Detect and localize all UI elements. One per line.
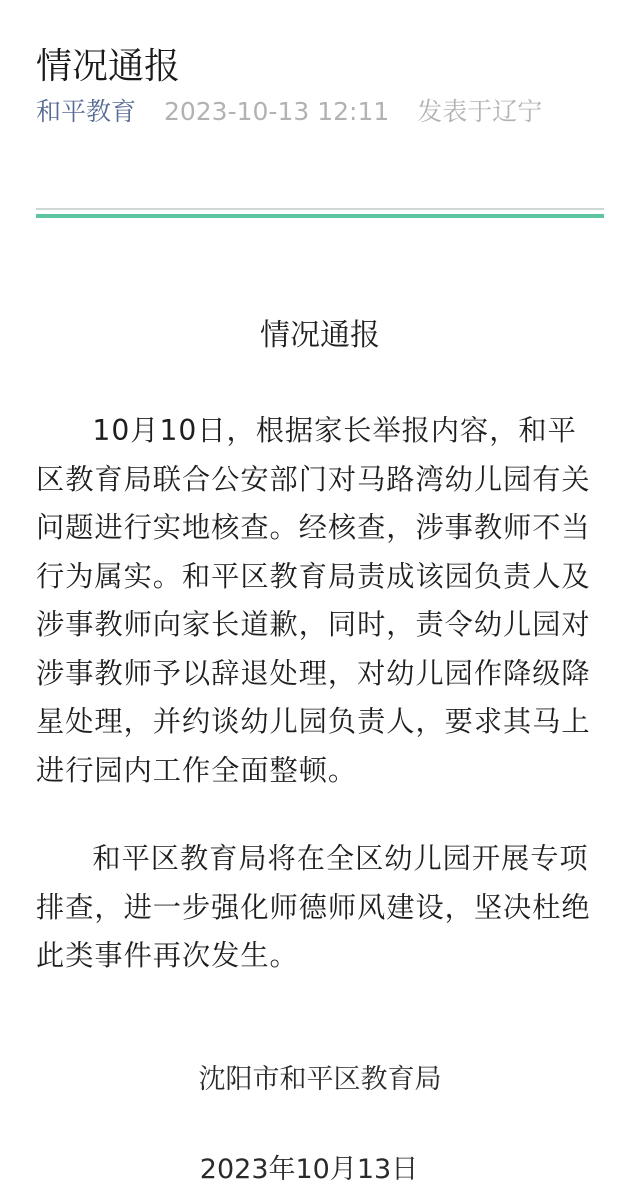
divider-line xyxy=(36,208,604,210)
notice-paragraph-2: 和平区教育局将在全区幼儿园开展专项排查，进一步强化师德师风建设，坚决杜绝此类事件再次发生。 xyxy=(36,842,591,972)
account-name-link[interactable]: 和平教育 xyxy=(36,97,137,126)
notice-signature: 沈阳市和平区教育局 xyxy=(198,1064,442,1095)
notice-title: 情况通报 xyxy=(260,318,380,353)
article-meta xyxy=(36,92,542,132)
divider-accent-line xyxy=(36,214,604,218)
notice-paragraph-1: 10月10日，根据家长举报内容，和平区教育局联合公安部门对马路湾幼儿园有关问题进行实地核查。经核查，涉事教师不当行为属实。和平区教育局责成该园负责人及涉事教师向家长道歉，同时，责令幼儿园对涉事教师予以辞退处理，对幼儿园作降级降星处理，并约谈幼儿园负责人，要求其马上进行园内工作全面整顿。 xyxy=(36,414,591,787)
article-title: 情况通报 xyxy=(36,46,181,88)
notice-date: 2023年10月13日 xyxy=(199,1154,419,1185)
publish-location: 发表于辽宁 xyxy=(417,97,543,126)
publish-datetime: 2023-10-13 12:11 xyxy=(163,97,390,126)
